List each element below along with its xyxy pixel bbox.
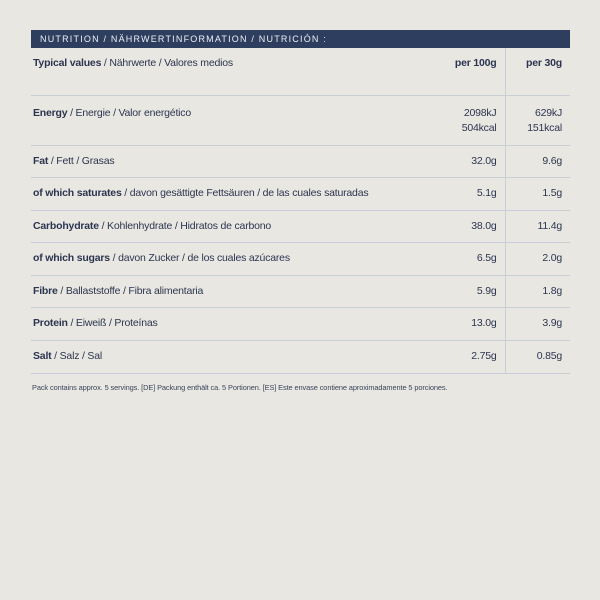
row-label: of which sugars / davon Zucker / de los cuales azúcares (31, 243, 404, 276)
row-per-30g: 11.4g (505, 210, 570, 243)
per-100g-header: per 100g (404, 48, 505, 95)
servings-footnote: Pack contains approx. 5 servings. [DE] Packung enthält ca. 5 Portionen. [ES] Este envase contiene aproximadamente 5 porciones. (32, 382, 448, 392)
table-row (31, 178, 570, 211)
energy-per-30g: 629kJ 151kcal (505, 95, 570, 145)
row-label: Fat / Fett / Grasas (31, 145, 404, 178)
row-label: Salt / Salz / Sal (31, 341, 404, 374)
energy-label: Energy / Energie / Valor energético (31, 95, 404, 145)
energy-per-100g: 2098kJ 504kcal (404, 95, 505, 145)
row-per-30g: 1.5g (505, 178, 570, 211)
table-row (31, 243, 570, 276)
table-row (31, 308, 570, 341)
row-per-100g: 5.9g (404, 275, 505, 308)
per-30g-header: per 30g (505, 48, 570, 95)
row-per-100g: 5.1g (404, 178, 505, 211)
table-row (31, 210, 570, 243)
row-per-100g: 32.0g (404, 145, 505, 178)
nutrition-header: NUTRITION / NÄHRWERTINFORMATION / NUTRICIÓN : (31, 30, 570, 48)
row-label: Carbohydrate / Kohlenhydrate / Hidratos de carbono (31, 210, 404, 243)
row-per-30g: 0.85g (505, 341, 570, 374)
row-per-30g: 3.9g (505, 308, 570, 341)
row-per-100g: 13.0g (404, 308, 505, 341)
table-row (31, 275, 570, 308)
row-per-100g: 2.75g (404, 341, 505, 374)
table-row (31, 341, 570, 374)
row-per-30g: 2.0g (505, 243, 570, 276)
row-label: Fibre / Ballaststoffe / Fibra alimentaria (31, 275, 404, 308)
row-per-100g: 38.0g (404, 210, 505, 243)
row-per-30g: 9.6g (505, 145, 570, 178)
row-per-100g: 6.5g (404, 243, 505, 276)
nutrition-table (31, 48, 570, 374)
table-header-row (31, 48, 570, 95)
row-label: of which saturates / davon gesättigte Fettsäuren / de las cuales saturadas (31, 178, 404, 211)
table-row (31, 145, 570, 178)
row-per-30g: 1.8g (505, 275, 570, 308)
nutrition-panel (31, 30, 570, 392)
table-row-energy (31, 95, 570, 145)
row-label: Protein / Eiweiß / Proteínas (31, 308, 404, 341)
typical-values-label: Typical values / Nährwerte / Valores medios (31, 48, 404, 95)
